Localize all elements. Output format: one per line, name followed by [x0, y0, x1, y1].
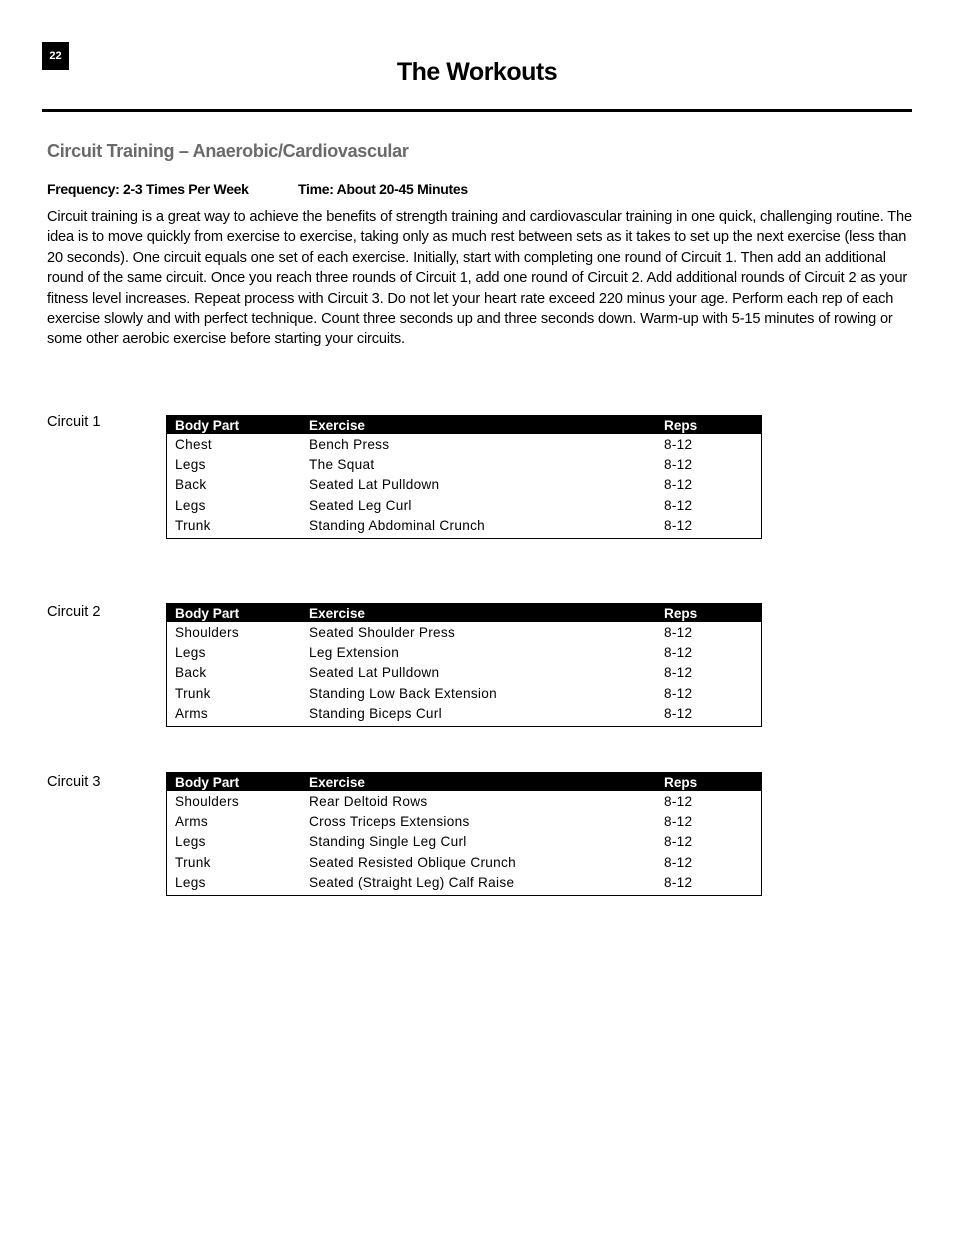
cell-body-part: Back [175, 477, 207, 493]
cell-exercise: Leg Extension [309, 644, 400, 660]
page-title: The Workouts [396, 58, 558, 86]
cell-exercise: Standing Low Back Extension [309, 685, 497, 701]
header-exercise: Exercise [309, 605, 365, 621]
cell-reps: 8-12 [664, 436, 693, 452]
table-row [167, 663, 761, 683]
cell-exercise: Standing Single Leg Curl [309, 834, 467, 850]
cell-reps: 8-12 [664, 705, 693, 721]
table-header [167, 773, 761, 791]
cell-exercise: Seated Lat Pulldown [309, 665, 440, 681]
header-exercise: Exercise [309, 417, 365, 433]
header-reps: Reps [664, 417, 698, 433]
cell-body-part: Trunk [175, 685, 211, 701]
cell-reps: 8-12 [664, 834, 693, 850]
cell-body-part: Arms [175, 813, 208, 829]
header-reps: Reps [664, 774, 698, 790]
table-row [167, 515, 761, 535]
circuit-1-table [166, 415, 762, 539]
table-row [167, 495, 761, 515]
cell-reps: 8-12 [664, 497, 693, 513]
cell-reps: 8-12 [664, 854, 693, 870]
frequency-label: Frequency: 2-3 Times Per Week [47, 181, 249, 197]
cell-body-part: Arms [175, 705, 208, 721]
circuit-3-label: Circuit 3 [47, 774, 101, 790]
header-reps: Reps [664, 605, 698, 621]
cell-reps: 8-12 [664, 685, 693, 701]
circuit-3-table [166, 772, 762, 896]
body-paragraph: Circuit training is a great way to achieve the benefits of strength training and cardiovascular training in one quick, challenging routine. The idea is to move quickly from exercise to exercise, taking only as much rest between sets as it takes to set up the next exercise (less than 20 seconds). One circuit equals one set of each exercise. Initially, start with completing one round of Circuit 1. Then add an additional round of the same circuit. Once you reach three rounds of Circuit 1, add one round of Circuit 2. Add additional rounds of Circuit 2 as your fitness level increases. Repeat process with Circuit 3. Do not let your heart rate exceed 220 minus your age. Perform each rep of each exercise slowly and with perfect technique. Count three seconds up and three seconds down. Warm-up with 5-15 minutes of rowing or some other aerobic exercise before starting your circuits. [47, 209, 912, 348]
cell-body-part: Legs [175, 644, 206, 660]
cell-body-part: Shoulders [175, 624, 239, 640]
table-row [167, 622, 761, 642]
cell-body-part: Back [175, 665, 207, 681]
cell-body-part: Chest [175, 436, 213, 452]
table-row [167, 791, 761, 811]
table-row [167, 642, 761, 662]
cell-body-part: Legs [175, 834, 206, 850]
cell-exercise: Standing Abdominal Crunch [309, 517, 486, 533]
cell-reps: 8-12 [664, 477, 693, 493]
table-row [167, 703, 761, 723]
cell-body-part: Legs [175, 497, 206, 513]
header-exercise: Exercise [309, 774, 365, 790]
cell-exercise: Seated Shoulder Press [309, 624, 456, 640]
cell-exercise: Bench Press [309, 436, 390, 452]
cell-exercise: Seated Lat Pulldown [309, 477, 440, 493]
circuit-2-label: Circuit 2 [47, 604, 101, 620]
cell-reps: 8-12 [664, 793, 693, 809]
cell-reps: 8-12 [664, 456, 693, 472]
cell-exercise: Seated (Straight Leg) Calf Raise [309, 874, 515, 890]
cell-body-part: Legs [175, 874, 206, 890]
cell-reps: 8-12 [664, 644, 693, 660]
table-header [167, 416, 761, 434]
page-number: 22 [42, 42, 69, 70]
table-row [167, 872, 761, 892]
table-row [167, 811, 761, 831]
cell-reps: 8-12 [664, 517, 693, 533]
cell-body-part: Trunk [175, 517, 211, 533]
cell-exercise: Rear Deltoid Rows [309, 793, 428, 809]
cell-reps: 8-12 [664, 624, 693, 640]
header-body-part: Body Part [175, 605, 240, 621]
table-row [167, 852, 761, 872]
cell-reps: 8-12 [664, 813, 693, 829]
time-label: Time: About 20-45 Minutes [298, 181, 468, 197]
title-divider [42, 109, 912, 112]
header-body-part: Body Part [175, 417, 240, 433]
cell-body-part: Shoulders [175, 793, 239, 809]
cell-reps: 8-12 [664, 665, 693, 681]
cell-exercise: Standing Biceps Curl [309, 705, 442, 721]
table-header [167, 604, 761, 622]
circuit-2-table [166, 603, 762, 727]
table-row [167, 475, 761, 495]
cell-body-part: Legs [175, 456, 206, 472]
cell-exercise: Seated Resisted Oblique Crunch [309, 854, 516, 870]
cell-exercise: Seated Leg Curl [309, 497, 412, 513]
table-row [167, 683, 761, 703]
cell-exercise: Cross Triceps Extensions [309, 813, 470, 829]
table-row [167, 832, 761, 852]
header-body-part: Body Part [175, 774, 240, 790]
cell-exercise: The Squat [309, 456, 375, 472]
cell-body-part: Trunk [175, 854, 211, 870]
table-row [167, 454, 761, 474]
cell-reps: 8-12 [664, 874, 693, 890]
circuit-1-label: Circuit 1 [47, 414, 101, 430]
section-heading: Circuit Training – Anaerobic/Cardiovascular [47, 141, 409, 161]
table-row [167, 434, 761, 454]
